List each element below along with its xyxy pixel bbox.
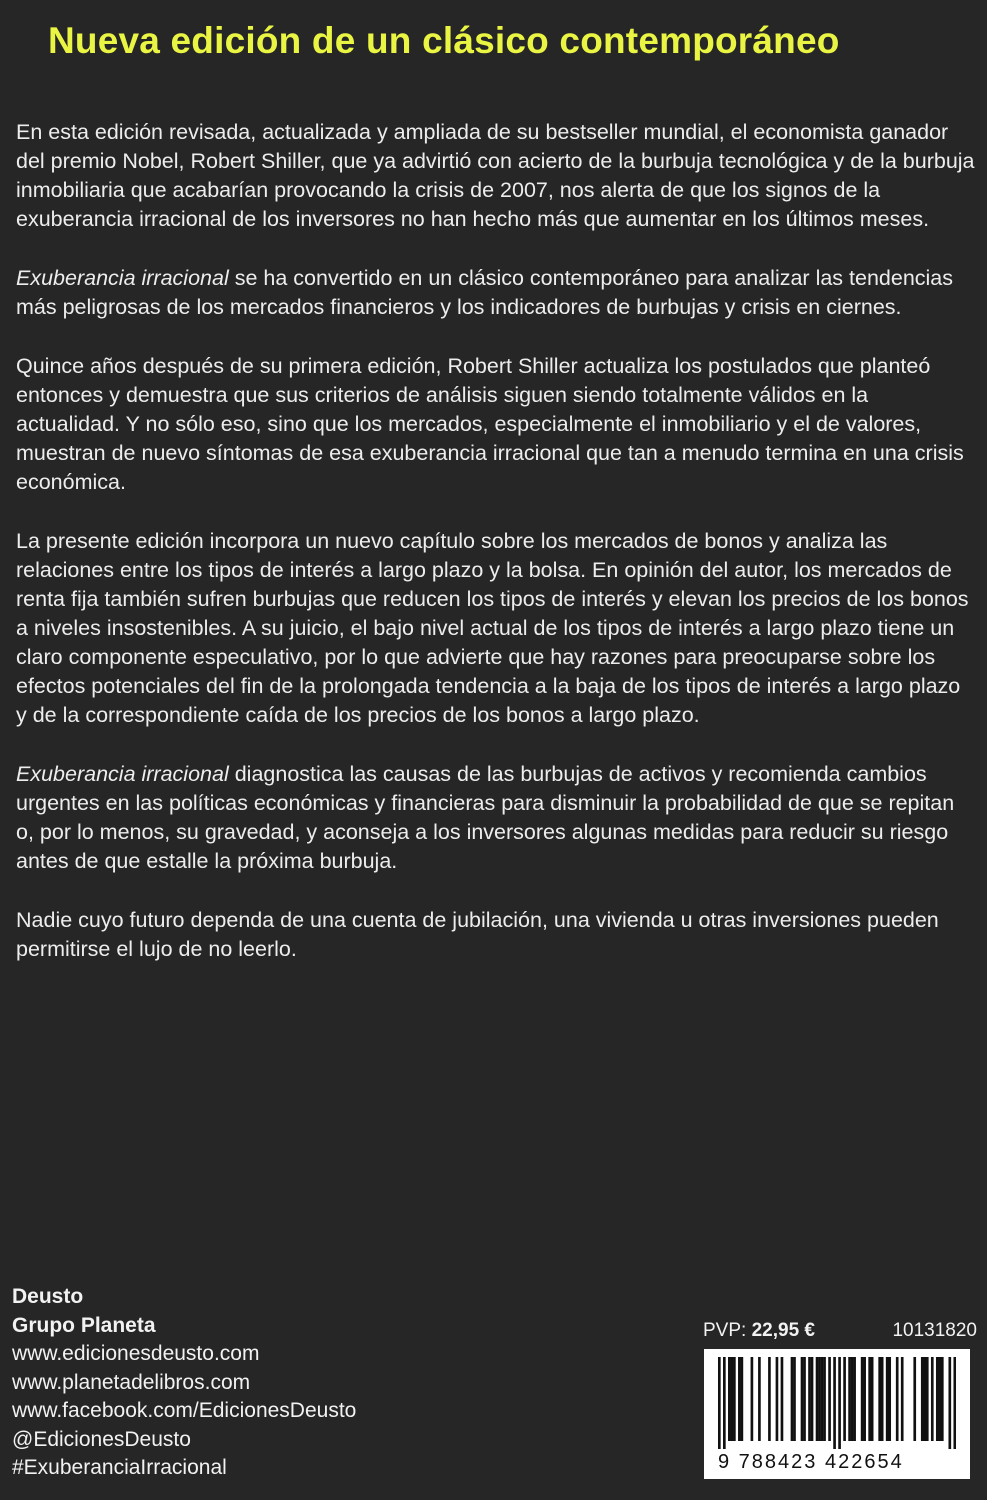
- barcode-bar: [791, 1357, 794, 1441]
- barcode-bar: [881, 1357, 884, 1441]
- barcode-bar: [871, 1357, 874, 1441]
- facebook-link[interactable]: www.facebook.com/EdicionesDeusto: [12, 1399, 357, 1422]
- barcode-bar: [808, 1357, 811, 1441]
- barcode-digits: 9 788423 422654: [718, 1451, 904, 1473]
- price-value: 22,95 €: [751, 1320, 815, 1341]
- barcode-bar: [886, 1357, 889, 1441]
- headline: Nueva edición de un clásico contemporáneo: [48, 20, 840, 61]
- publisher-info: [12, 1283, 356, 1483]
- twitter-handle[interactable]: @EdicionesDeusto: [12, 1427, 191, 1451]
- barcode-bar: [728, 1357, 731, 1441]
- barcode-bar: [838, 1357, 841, 1449]
- book-title-italic: Exuberancia irracional: [16, 762, 229, 786]
- barcode-bar: [851, 1357, 854, 1441]
- barcode-bar: [738, 1357, 741, 1441]
- barcode-bar: [936, 1357, 939, 1441]
- group-name: Grupo Planeta: [12, 1313, 156, 1337]
- barcode-bar: [821, 1357, 824, 1441]
- barcode-bar: [751, 1357, 754, 1441]
- paragraph-1: [16, 118, 976, 234]
- barcode-bar: [938, 1357, 941, 1441]
- barcode-bar: [768, 1357, 771, 1441]
- price-label: PVP:: [703, 1320, 747, 1341]
- paragraph-4-text: La presente edición incorpora un nuevo capítulo sobre los mercados de bonos y analiza las relaciones entre los tipos de interés a largo plazo y la bolsa. En opinión del autor, los mercados de renta fija también sufren burbujas que reducen los tipos de interés y elevan los precios de los bonos a niveles insostenibles. A su juicio, el bajo nivel actual de los tipos de interés a largo plazo tiene un claro componente especulativo, por lo que advierte que hay razones para preocuparse sobre los efectos potenciales del fin de la prolongada tendencia a la baja de los tipos de interés a largo plazo y de la correspondiente caída de los precios de los bonos a largo plazo.: [16, 529, 969, 727]
- barcode-bar: [913, 1357, 916, 1441]
- barcode-bar: [801, 1357, 804, 1441]
- barcode-bar: [733, 1357, 736, 1441]
- hashtag: #ExuberanciaIrracional: [12, 1456, 227, 1479]
- barcode-bar: [803, 1357, 806, 1441]
- paragraph-2: [16, 264, 976, 322]
- barcode-bar: [888, 1357, 891, 1441]
- barcode-bar: [878, 1357, 881, 1441]
- paragraph-5: [16, 760, 976, 876]
- barcode-bar: [853, 1357, 856, 1441]
- paragraph-3: [16, 352, 976, 497]
- paragraph-6-text: Nadie cuyo futuro dependa de una cuenta de jubilación, una vivienda u otras inversiones pueden permitirse el lujo de no leerlo.: [16, 908, 939, 961]
- barcode-bar: [718, 1357, 721, 1449]
- barcode-bars-icon: [718, 1357, 956, 1449]
- barcode-bar: [926, 1357, 929, 1441]
- book-title-italic: Exuberancia irracional: [16, 266, 229, 290]
- barcode-bar: [863, 1357, 866, 1441]
- synopsis: [16, 118, 976, 994]
- imprint-name: Deusto: [12, 1285, 84, 1308]
- barcode-bar: [848, 1357, 851, 1441]
- paragraph-5-text: diagnostica las causas de las burbujas de activos y recomienda cambios urgentes en las políticas económicas y financieras para disminuir la probabilidad de que se repitan o, por lo menos, su gravedad, y aconseja a los inversores algunas medidas para reducir su riesgo antes de que estalle la próxima burbuja.: [16, 762, 955, 873]
- barcode-bar: [823, 1357, 826, 1441]
- barcode-bar: [901, 1357, 904, 1441]
- price-info: [703, 1318, 977, 1344]
- barcode-bar: [758, 1357, 761, 1441]
- barcode-bar: [861, 1357, 864, 1441]
- barcode-bar: [781, 1357, 784, 1441]
- barcode-bar: [741, 1357, 744, 1441]
- barcode-bar: [921, 1357, 924, 1441]
- barcode-bar: [948, 1357, 951, 1449]
- barcode-bar: [816, 1357, 819, 1441]
- barcode-bar: [843, 1357, 846, 1441]
- barcode-bar: [776, 1357, 779, 1441]
- barcode-bar: [723, 1357, 726, 1449]
- barcode-bar: [923, 1357, 926, 1441]
- barcode-bar: [811, 1357, 814, 1441]
- barcode-bar: [941, 1357, 944, 1441]
- website-link[interactable]: www.planetadelibros.com: [12, 1370, 251, 1394]
- website-link[interactable]: www.edicionesdeusto.com: [12, 1342, 260, 1365]
- barcode-bar: [793, 1357, 796, 1441]
- barcode-bar: [833, 1357, 836, 1449]
- paragraph-6: [16, 906, 976, 964]
- barcode-bar: [731, 1357, 734, 1441]
- barcode: [704, 1349, 970, 1479]
- barcode-bar: [818, 1357, 821, 1441]
- paragraph-2-text: se ha convertido en un clásico contemporáneo para analizar las tendencias más peligrosas de los mercados financieros y los indicadores de burbujas y crisis en ciernes.: [16, 266, 954, 319]
- barcode-bar: [896, 1357, 899, 1441]
- product-code: 10131820: [892, 1320, 977, 1341]
- barcode-bar: [953, 1357, 956, 1449]
- paragraph-3-text: Quince años después de su primera edición, Robert Shiller actualiza los postulados que planteó entonces y demuestra que sus criterios de análisis siguen siendo totalmente válidos en la actualidad. Y no sólo eso, sino que los mercados, especialmente el inmobiliario y el de valores, muestran de nuevo síntomas de esa exuberancia irracional que tan a menudo termina en una crisis económica.: [16, 354, 964, 494]
- barcode-bar: [868, 1357, 871, 1441]
- barcode-bar: [828, 1357, 831, 1441]
- barcode-bar: [931, 1357, 934, 1441]
- paragraph-1-text: En esta edición revisada, actualizada y ampliada de su bestseller mundial, el economista ganador del premio Nobel, Robert Shiller, que ya advirtió con acierto de la burbuja tecnológica y de la burbuja inmobiliaria que acabarían provocando la crisis de 2007, nos alerta de que los signos de la exuberancia irracional de los inversores no han hecho más que aumentar en los últimos meses.: [16, 120, 975, 231]
- paragraph-4: [16, 527, 976, 730]
